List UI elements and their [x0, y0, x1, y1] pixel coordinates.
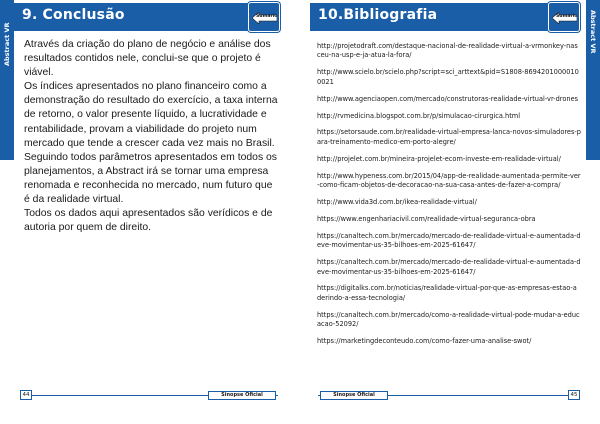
reference-link[interactable]: https://canaltech.com.br/mercado/como-a-realidade-virtual-pode-mudar-a-educacao-52092/: [317, 310, 580, 329]
reference-link[interactable]: https://www.engenhariacivil.com/realidade-virtual-seguranca-obra: [317, 214, 536, 223]
side-tab-left: [0, 0, 14, 160]
reference-link[interactable]: https://marketingdeconteudo.com/como-fazer-uma-analise-swot/: [317, 337, 532, 346]
reference-link[interactable]: http://www.agenciaopen.com/mercado/construtoras-realidade-virtual-vr-drones: [317, 94, 579, 103]
reference-link[interactable]: https://digitalks.com.br/noticias/realidade-virtual-por-que-as-empresas-estao-aderindo-a-essa-tecnologia/: [317, 284, 577, 302]
reference-link[interactable]: http://www.hypeness.com.br/2015/04/app-de-realidade-aumentada-permite-ver-como-ficam-objetos-de-decoracao-na-sua-casa-antes-de-fazer-a-compra/: [317, 171, 581, 190]
page-title: 9. Conclusão: [22, 7, 125, 23]
sumario-button[interactable]: [548, 2, 580, 32]
reference-link[interactable]: https://setorsaude.com.br/realidade-virtual-empresa-lanca-novos-simuladores-para-treinamento-medico-em-porto-alegre/: [317, 128, 581, 146]
reference-link[interactable]: https://canaltech.com.br/mercado/mercado-de-realidade-virtual-e-aumentada-deve-movimentar-us-35-bilhoes-em-2025-61647/: [317, 231, 581, 250]
bibliography-list: [317, 42, 581, 354]
side-tab-label: Abstract VR: [3, 22, 11, 66]
paragraph: Os índices apresentados no plano financeiro como a demonstração do resultado do exercício, a taxa interna de retorno, o valor presente líquido, a lucratividade e rentabilidade, provam a viabilidade do projeto num mercado que tende a crescer cada vez mais no Brasil. Seguindo todos parâmetros apresentados em todos os planejamentos, a Abstract irá se tornar uma empresa renomada e reconhecida no mercado, num futuro que é da realidade virtual.: [24, 81, 278, 206]
sumario-label: Sumário: [556, 14, 578, 19]
reference-link[interactable]: http://rvmedicina.blogspot.com.br/p/simulacao-cirurgica.html: [317, 111, 521, 120]
footer-badge: Sinopse Oficial: [208, 391, 276, 400]
sumario-label: Sumário: [256, 14, 278, 19]
sumario-button[interactable]: [248, 2, 280, 32]
reference-link[interactable]: https://canaltech.com.br/mercado/mercado-de-realidade-virtual-e-aumentada-deve-movimentar-us-35-bilhoes-em-2025-61647/: [317, 258, 581, 276]
paragraph: Todos os dados aqui apresentados são verídicos e de autoria por quem de direito.: [24, 208, 273, 234]
reference-link[interactable]: http://projetodraft.com/destaque-nacional-de-realidade-virtual-a-vrmonkey-nasceu-na-usp-e-ja-atua-la-fora/: [317, 42, 578, 60]
page-number: 45: [568, 390, 580, 400]
title-bar-bibliografia: [310, 3, 548, 31]
right-page: [300, 0, 600, 424]
title-bar-conclusao: [14, 3, 252, 31]
footer-badge: Sinopse Oficial: [320, 391, 388, 400]
reference-link[interactable]: http://www.vida3d.com.br/ikea-realidade-virtual/: [317, 197, 477, 206]
page-title: 10.Bibliografia: [318, 7, 438, 23]
paragraph: Através da criação do plano de negócio e análise dos resultados contidos nele, conclui-se que o projeto é viável.: [24, 39, 271, 79]
conclusion-body: [24, 38, 280, 235]
side-tab-label: Abstract VR: [589, 10, 597, 54]
page-number: 44: [20, 390, 32, 400]
reference-link[interactable]: http://projelet.com.br/mineira-projelet-ecom-investe-em-realidade-virtual/: [317, 154, 561, 163]
side-tab-right: [586, 0, 600, 160]
reference-link[interactable]: http://www.scielo.br/scielo.php?script=sci_arttext&pid=S1808-86942010000100021: [317, 68, 579, 86]
